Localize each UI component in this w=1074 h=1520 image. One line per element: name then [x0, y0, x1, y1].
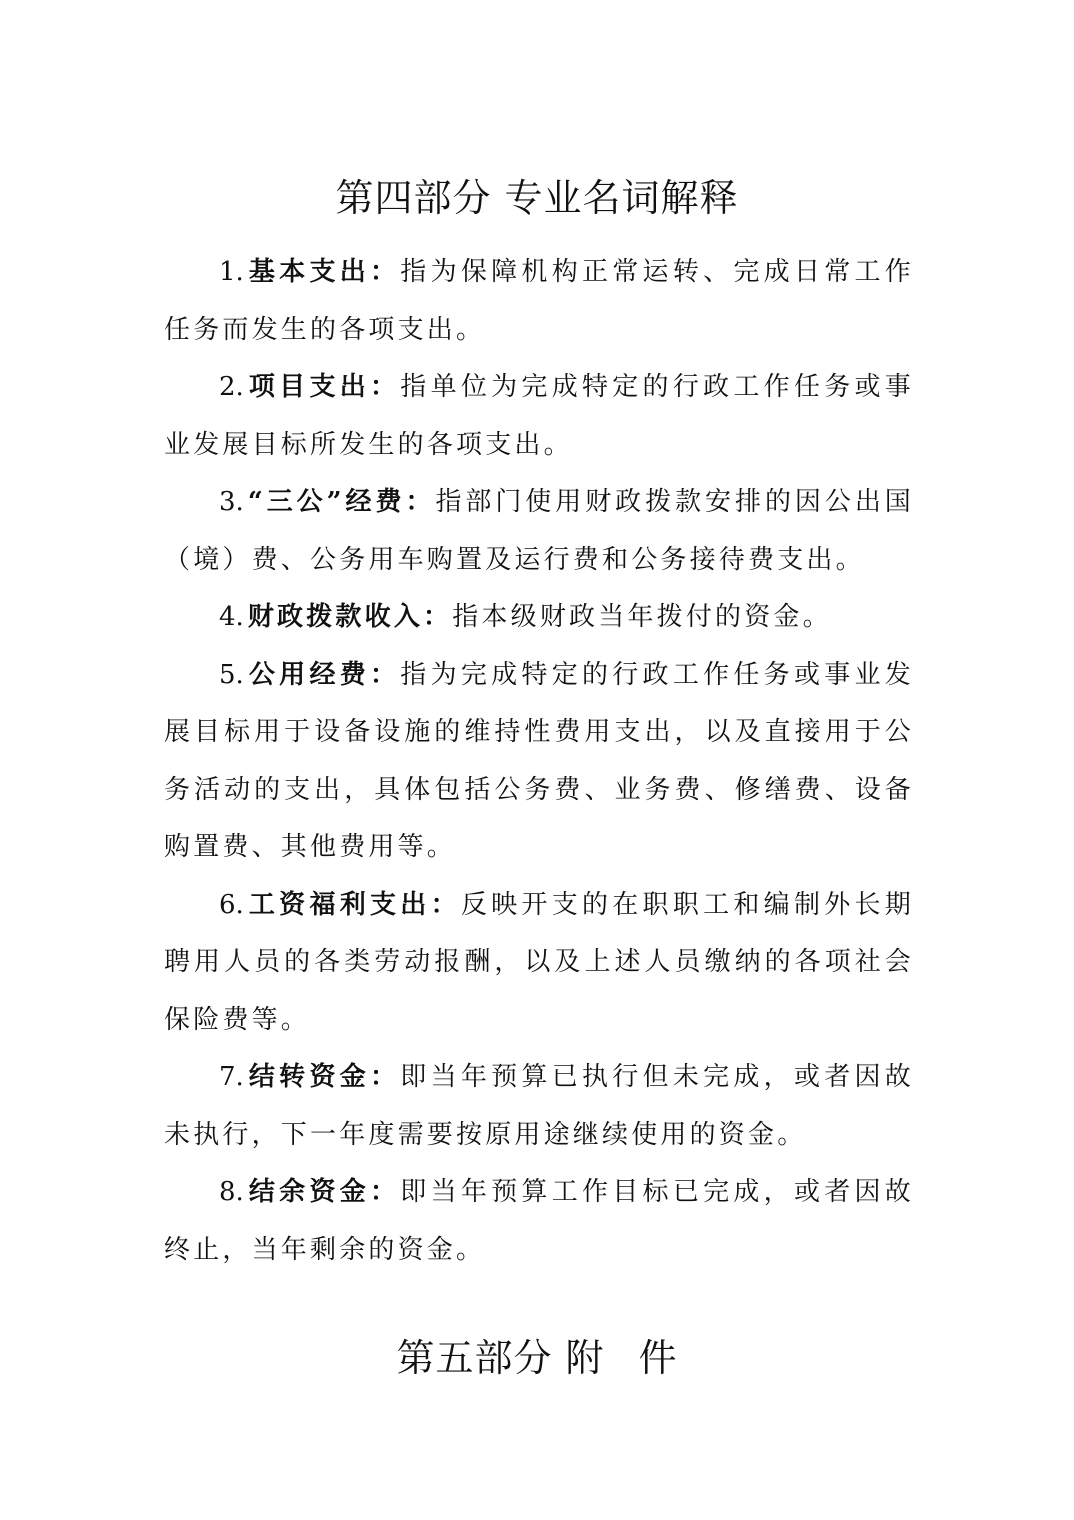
definition-item-2 — [164, 359, 914, 474]
definition-item-3 — [164, 474, 914, 589]
definitions-list — [164, 244, 914, 1279]
item-text: 指部门使用财政拨款安排的因公出国（境）费、公务用车购置及运行费和公务接待费支出。 — [164, 487, 915, 575]
item-term: 公用经费： — [247, 659, 401, 690]
definition-item-4 — [164, 589, 914, 647]
section5-title-tail: 件 — [638, 1336, 678, 1380]
item-term: 结转资金： — [247, 1062, 401, 1092]
item-number: 4. — [219, 602, 244, 632]
definition-item-8 — [164, 1164, 914, 1279]
section5-title — [0, 1335, 1074, 1381]
item-text: 指本级财政当年拨付的资金。 — [452, 602, 832, 632]
section5-title-main: 第五部分 附 — [396, 1336, 605, 1380]
item-term: 基本支出： — [247, 257, 401, 287]
item-number: 1. — [219, 257, 244, 287]
item-number: 5. — [219, 659, 244, 690]
item-term: “三公”经费： — [247, 487, 436, 517]
item-term: 结余资金： — [247, 1177, 401, 1207]
item-number: 6. — [219, 889, 244, 920]
item-number: 2. — [219, 372, 244, 402]
item-number: 7. — [219, 1062, 244, 1092]
item-text: 即当年预算工作目标已完成，或者因故终止，当年剩余的资金。 — [164, 1177, 914, 1265]
definition-item-6 — [164, 877, 914, 1050]
definition-item-5 — [164, 647, 914, 877]
item-text: 指为保障机构正常运转、完成日常工作任务而发生的各项支出。 — [164, 257, 914, 345]
item-text: 反映开支的在职职工和编制外长期聘用人员的各类劳动报酬，以及上述人员缴纳的各项社会保险费等。 — [164, 889, 914, 1035]
item-number: 8. — [219, 1177, 244, 1207]
definition-item-1 — [164, 244, 914, 359]
definition-item-7 — [164, 1049, 914, 1164]
item-text: 指为完成特定的行政工作任务或事业发展目标用于设备设施的维持性费用支出，以及直接用于公务活动的支出，具体包括公务费、业务费、修缮费、设备购置费、其他费用等。 — [164, 659, 914, 862]
item-text: 指单位为完成特定的行政工作任务或事业发展目标所发生的各项支出。 — [164, 372, 914, 460]
item-text: 即当年预算已执行但未完成，或者因故未执行，下一年度需要按原用途继续使用的资金。 — [164, 1062, 914, 1150]
section4-title: 第四部分 专业名词解释 — [335, 176, 739, 220]
item-term: 工资福利支出： — [247, 889, 461, 920]
item-number: 3. — [219, 487, 244, 517]
item-term: 项目支出： — [247, 372, 401, 402]
item-term: 财政拨款收入： — [247, 602, 453, 632]
